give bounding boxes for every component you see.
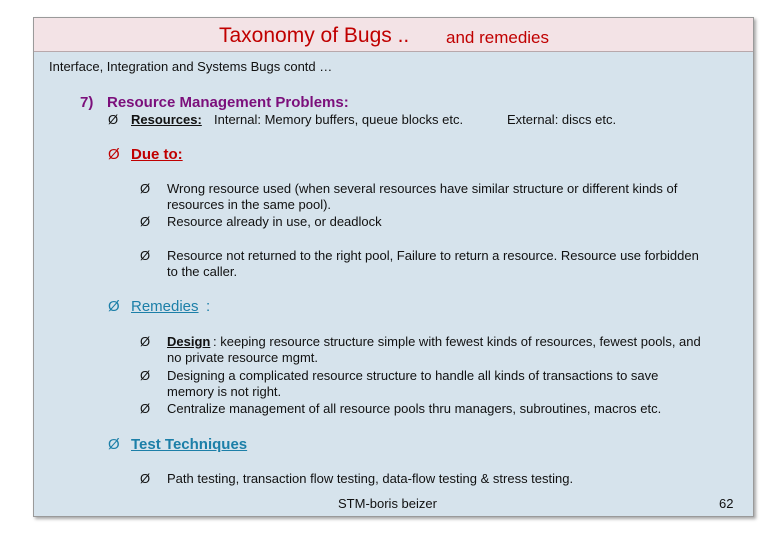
remedy-item-2-line-2: memory is not right.	[167, 384, 282, 399]
remedy-item-3: Centralize management of all resource pools thru managers, subroutines, macros etc.	[167, 401, 662, 416]
title-bar	[34, 18, 753, 52]
due-to-label: Due to:	[131, 146, 183, 163]
slide-title-suffix: and remedies	[446, 28, 550, 47]
section-number: 7)	[80, 94, 94, 111]
slide-subtitle: Interface, Integration and Systems Bugs contd …	[49, 59, 333, 74]
bullet-arrow-icon: Ø	[140, 181, 151, 196]
due-to-item-1-line-1: Wrong resource used (when several resources have similar structure or different kinds of	[167, 181, 678, 196]
bullet-arrow-icon: Ø	[108, 436, 120, 453]
resources-external: External: discs etc.	[507, 112, 617, 127]
page-number: 62	[719, 496, 734, 511]
bullet-arrow-icon: Ø	[140, 334, 151, 349]
due-to-item-3-line-2: to the caller.	[167, 264, 238, 279]
bullet-arrow-icon: Ø	[108, 298, 120, 315]
bullet-arrow-icon: Ø	[140, 248, 151, 263]
due-to-item-3-line-1: Resource not returned to the right pool, Failure to return a resource. Resource use forbidden	[167, 248, 699, 263]
design-text-line-1: : keeping resource structure simple with fewest kinds of resources, fewest pools, and	[213, 334, 701, 349]
due-to-item-2: Resource already in use, or deadlock	[167, 214, 382, 229]
bullet-arrow-icon: Ø	[140, 401, 151, 416]
test-techniques-label: Test Techniques	[131, 436, 248, 453]
bullet-arrow-icon: Ø	[140, 471, 151, 486]
bullet-arrow-icon: Ø	[140, 214, 151, 229]
bullet-arrow-icon: Ø	[108, 112, 119, 127]
remedies-colon: :	[206, 298, 211, 315]
due-to-item-1-line-2: resources in the same pool).	[167, 197, 332, 212]
bullet-arrow-icon: Ø	[140, 368, 151, 383]
resources-internal: Internal: Memory buffers, queue blocks etc.	[214, 112, 464, 127]
resources-label: Resources:	[131, 112, 202, 127]
design-text-line-2: no private resource mgmt.	[167, 350, 319, 365]
design-label: Design	[167, 334, 211, 349]
remedy-item-2-line-1: Designing a complicated resource structure to handle all kinds of transactions to save	[167, 368, 659, 383]
bullet-arrow-icon: Ø	[108, 146, 120, 163]
footer-author: STM-boris beizer	[338, 496, 437, 511]
slide-title: Taxonomy of Bugs ..	[219, 24, 410, 47]
test-technique-item-1: Path testing, transaction flow testing, data-flow testing & stress testing.	[167, 471, 574, 486]
section-heading: Resource Management Problems:	[107, 94, 349, 111]
remedies-label: Remedies	[131, 298, 199, 315]
